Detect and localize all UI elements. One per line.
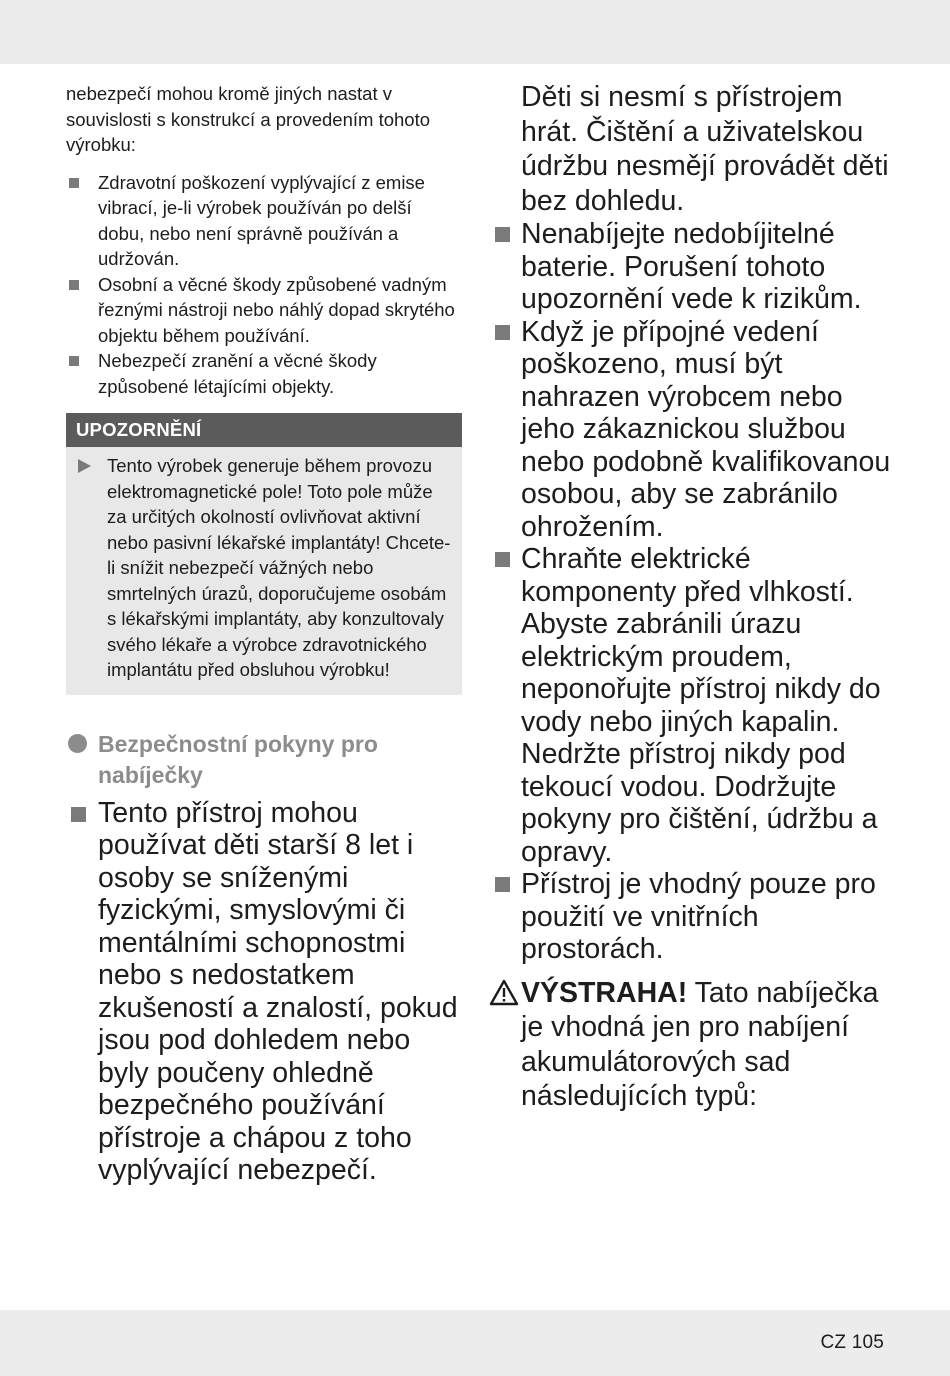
list-item — [66, 348, 462, 399]
square-bullet-icon — [495, 227, 510, 242]
list-item — [494, 868, 894, 966]
square-bullet-icon — [495, 325, 510, 340]
warning-text: Tato nabíječka je vhodná jen pro nabíjení akumulátorových sad následujících typů: — [521, 976, 879, 1112]
section-heading — [66, 729, 462, 791]
square-bullet-icon — [69, 356, 79, 366]
square-bullet-icon — [69, 178, 79, 188]
charger-safety-list — [66, 797, 462, 1187]
warning-label: VÝSTRAHA! — [521, 976, 688, 1009]
list-item-text: Nebezpečí zranění a věcné škody způsobené létajícími objekty. — [98, 350, 377, 397]
hazard-list — [66, 170, 462, 400]
list-item-text: Tento přístroj mohou používat děti starší 8 let i osoby se sníženými fyzickými, smyslovými či mentálními schopnostmi nebo s nedostatkem zkušeností a znalostí, pokud jsou pod dohledem nebo byly poučeny ohledně bezpečného používání přístroje a chápou z toho vyplývající nebezpečí. — [98, 796, 458, 1186]
notice-box — [66, 413, 462, 695]
square-bullet-icon — [495, 552, 510, 567]
notice-title: UPOZORNĚNÍ — [66, 413, 462, 447]
safety-list — [494, 218, 894, 966]
triangle-right-icon — [78, 459, 91, 473]
list-item — [66, 797, 462, 1187]
list-item — [494, 316, 894, 544]
list-item-text: Přístroj je vhodný pouze pro použití ve vnitřních prostorách. — [521, 868, 876, 965]
list-item-text: Nenabíjejte nedobíjitelné baterie. Porušení tohoto upozornění vede k rizikům. — [521, 218, 862, 315]
list-item — [66, 272, 462, 349]
circle-bullet-icon — [68, 734, 87, 753]
right-column — [494, 80, 894, 1142]
page-number: CZ 105 — [820, 1332, 884, 1353]
intro-paragraph: nebezpečí mohou kromě jiných nastat v souvislosti s konstrukcí a provedením tohoto výrobku: — [66, 83, 431, 155]
section-heading-text: Bezpečnostní pokyny pro nabíječky — [98, 730, 378, 788]
square-bullet-icon — [69, 280, 79, 290]
list-item-text: Chraňte elektrické komponenty před vlhkostí. Abyste zabránili úrazu elektrickým proudem, neponořujte přístroj nikdy do vody nebo jiných kapalin. Nedržte přístroj nikdy pod tekoucí vodou. Dodržujte pokyny pro čištění, údržbu a opravy. — [521, 543, 881, 868]
list-item — [494, 218, 894, 316]
list-item-text: Zdravotní poškození vyplývající z emise vibrací, je-li výrobek používán po delší dobu, nebo není správně používán a udržován. — [98, 171, 425, 269]
continuation-paragraph: Děti si nesmí s přístrojem hrát. Čištění a uživatelskou údržbu nesmějí provádět děti bez dohledu. — [521, 81, 889, 217]
footer-band — [0, 1310, 950, 1376]
notice-body — [66, 447, 462, 695]
list-item-text: Když je přípojné vedení poškozeno, musí být nahrazen výrobcem nebo jeho zákaznickou službou nebo podobně kvalifikovanou osobou, aby se zabránilo ohrožením. — [521, 315, 891, 543]
list-item — [494, 543, 894, 868]
list-item-text: Osobní a věcné škody způsobené vadným řeznými nástroji nebo náhlý dopad skrytého objektu během používání. — [98, 273, 455, 346]
list-item — [66, 170, 462, 272]
warning-triangle-icon — [489, 979, 519, 1006]
square-bullet-icon — [495, 877, 510, 892]
notice-text: Tento výrobek generuje během provozu elektromagnetické pole! Toto pole může za určitých okolností ovlivňovat aktivní nebo pasivní lékařské implantáty! Chcete-li snížit nebezpečí vážných nebo smrtelných úrazů, doporučujeme osobám s lékařskými implantáty, aby konzultovaly svého lékaře a výrobce zdravotnického implantátu před obsluhou výrobku! — [107, 455, 451, 680]
square-bullet-icon — [71, 807, 86, 822]
warning-paragraph — [494, 976, 894, 1114]
left-column — [66, 81, 462, 1187]
header-band — [0, 0, 950, 64]
